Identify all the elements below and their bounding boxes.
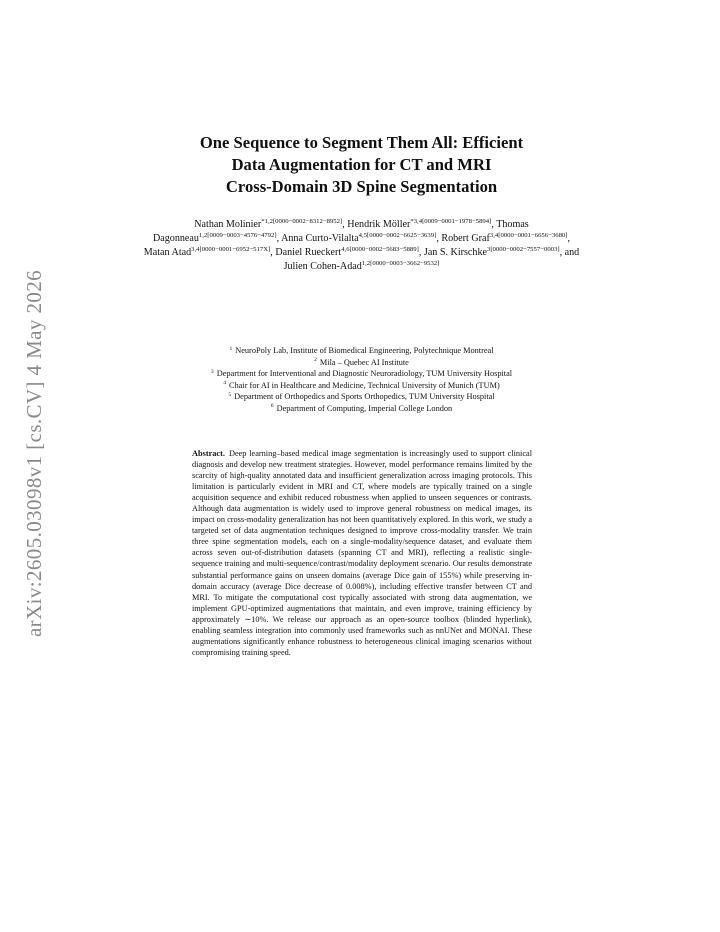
affiliation-number: 5 bbox=[228, 391, 232, 398]
arxiv-identifier: arXiv:2605.03098v1 [cs.CV] 4 May 2026 bbox=[22, 269, 47, 637]
author-name: Nathan Molinier bbox=[194, 219, 262, 230]
author-affiliation-orcid: *1,2[0000−0002−8312−8952] bbox=[261, 218, 343, 225]
abstract-text: Deep learning–based medical image segmentation is increasingly used to support clinical diagnosis and develop new treatment strategies. However, model performance remains limited by the scarcity of high-quality annotated data and insufficient generalization across imaging protocols. This limitation is particularly evident in MRI and CT, where models are typically trained on a single acquisition sequence and exhibit reduced robustness when applied to unseen sequences or contrasts. Although data augmentation is widely used to improve general robustness on medical images, its impact on cross-modality generalization has not been quantitatively explored. In this work, we study a targeted set of data augmentation techniques designed to improve cross-modality transfer. We train three spine segmentation models, each on a single-modality/sequence dataset, and evaluate them across seven out-of-distribution datasets (spanning CT and MRI), reflecting a realistic single-sequence training and multi-sequence/contrast/modality deployment scenario. Our results demonstrate substantial performance gains on unseen domains (average Dice gain of 155%) while preserving in-domain accuracy (average Dice decrease of 0.008%), including effective transfer between CT and MRI. To mitigate the computational cost typically associated with strong data augmentation, we implement GPU-optimized augmentations that maintain, and even improve, training efficiency by approximately ∼10%. We release our approach as an open-source toolbox (blinded hyperlink), enabling seamless integration into commonly used frameworks such as nnUNet and MONAI. These augmentations significantly enhance robustness to heterogeneous clinical imaging scenarios without compromising training speed. bbox=[192, 449, 532, 657]
affiliation-number: 6 bbox=[270, 403, 274, 410]
affiliation-list bbox=[140, 345, 583, 415]
affiliation-item bbox=[140, 403, 583, 415]
author-affiliation-orcid: *3,4[0009−0001−1978−5894] bbox=[410, 218, 492, 225]
author-name: Thomas Dagonneau bbox=[152, 219, 529, 245]
author-name: Hendrik Möller bbox=[347, 219, 411, 230]
author-name: Jan S. Kirschke bbox=[423, 247, 487, 259]
author-name: Anna Curto-Vilalta bbox=[281, 233, 359, 245]
affiliation-text: Department for Interventional and Diagnostic Neuroradiology, TUM University Hospital bbox=[216, 369, 513, 379]
title-line: Data Augmentation for CT and MRI bbox=[231, 155, 492, 174]
affiliation-item bbox=[140, 391, 583, 403]
author-affiliation-orcid: 3,4[0000−0001−6952−517X] bbox=[191, 246, 271, 254]
affiliation-text: Department of Computing, Imperial College London bbox=[276, 403, 453, 413]
affiliation-item bbox=[140, 357, 583, 369]
author-name: Robert Graf bbox=[441, 233, 490, 245]
author-name: Daniel Rueckert bbox=[275, 247, 342, 259]
abstract-label: Abstract. bbox=[192, 449, 225, 458]
arxiv-side-stamp bbox=[22, 258, 48, 648]
affiliation-text: Department of Orthopedics and Sports Orthopedics, TUM University Hospital bbox=[234, 392, 495, 402]
author-affiliation-orcid: 1,2[0000−0003−3662−9532] bbox=[361, 260, 440, 268]
affiliation-text: Mila – Quebec AI Institute bbox=[319, 357, 409, 367]
author-affiliation-orcid: 4,5[0000−0002−6625−3639] bbox=[358, 232, 437, 240]
affiliation-item bbox=[140, 368, 583, 380]
affiliation-number: 4 bbox=[223, 380, 227, 387]
affiliation-text: NeuroPoly Lab, Institute of Biomedical Engineering, Polytechnique Montreal bbox=[235, 346, 494, 355]
affiliation-number: 2 bbox=[314, 357, 317, 364]
paper-title bbox=[140, 132, 583, 198]
title-line: Cross-Domain 3D Spine Segmentation bbox=[225, 177, 498, 196]
affiliation-text: Chair for AI in Healthcare and Medicine, Technical University of Munich (TUM) bbox=[229, 380, 500, 390]
author-affiliation-orcid: 3,4[0000−0001−6656−3680] bbox=[489, 232, 568, 240]
author-affiliation-orcid: 1,2[0009−0003−4576−4792] bbox=[198, 232, 277, 240]
title-line: One Sequence to Segment Them All: Efficient bbox=[199, 133, 524, 152]
author-affiliation-orcid: 4,6[0000−0002−5683−5889] bbox=[341, 246, 419, 254]
author-affiliation-orcid: 3[0000−0002−7557−0003] bbox=[486, 246, 560, 254]
author-name: Julien Cohen-Adad bbox=[283, 261, 362, 273]
abstract bbox=[192, 448, 532, 658]
author-name: Matan Atad bbox=[143, 247, 192, 259]
affiliation-item bbox=[140, 380, 583, 392]
affiliation-item bbox=[140, 345, 583, 357]
author-list: Nathan Molinier$^{*1,2[0000-0002-8312-8952]}$, Hendrik Möller$^{*3,4[0009-0001-1978-5894]}$, Thomas Dagonneau$^{1,2[0009-0003-4576-4792]}$, Anna Curto-Vilalta$^{4,5[0000-0002-6625-3639]}$, Robert Graf$^{3,4[0000-0001-6656-3680]}$, Matan Atad$^{3,4[0000-0001-6952-517X]}$, Daniel Rueckert$^{4,6[0000-0002-5683-5889]}$, Jan S. Kirschke$^{3[0000-0002-7557-0003]}$, and Julien Cohen-Adad$^{1,2[0000-0003-3662-9532]}$ bbox=[143, 218, 580, 273]
affiliation-number: 1 bbox=[229, 345, 233, 352]
affiliation-number: 3 bbox=[210, 368, 214, 375]
